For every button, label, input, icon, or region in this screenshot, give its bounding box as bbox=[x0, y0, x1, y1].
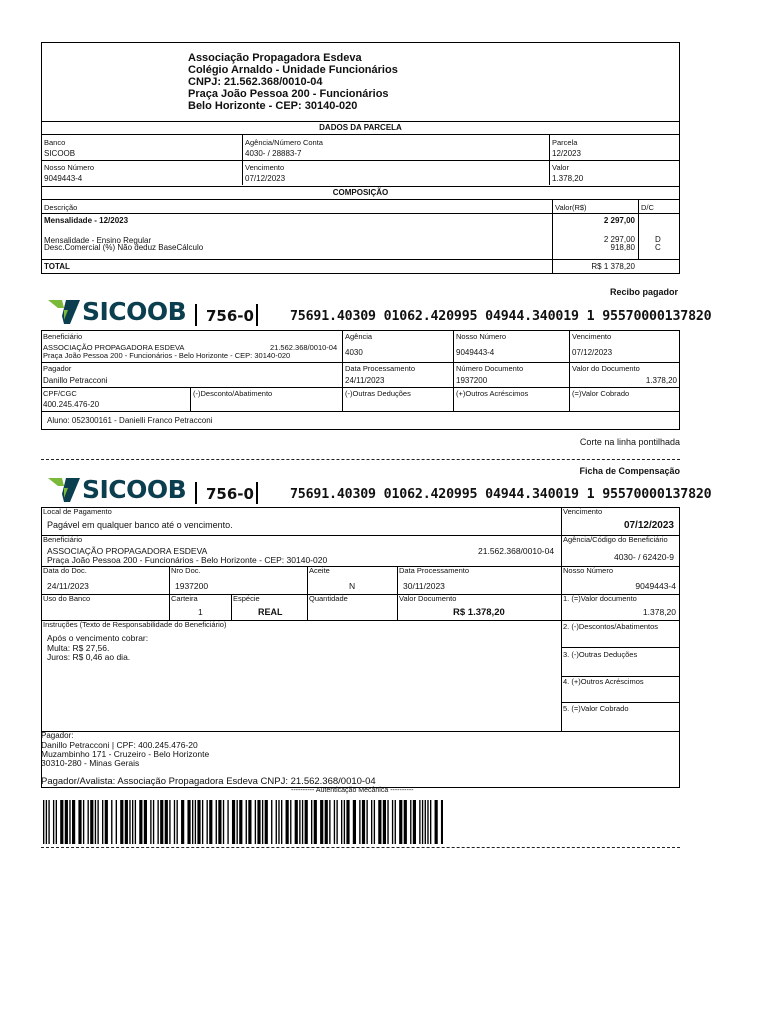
barcode-bar bbox=[227, 800, 228, 844]
barcode-bar bbox=[207, 800, 208, 844]
banco-value: SICOOB bbox=[44, 149, 76, 158]
barcode-bar bbox=[302, 800, 303, 844]
outros-acrescimos-label: 4. (+)Outros Acréscimos bbox=[563, 677, 644, 686]
barcode-bar bbox=[276, 800, 277, 844]
nro-doc: 1937200 bbox=[175, 581, 209, 591]
agencia-conta-label: Agência/Número Conta bbox=[245, 138, 323, 147]
vencimento-value: 07/12/2023 bbox=[245, 174, 286, 183]
composicao-item-value: 2 297,00 bbox=[603, 235, 635, 244]
barcode-bar bbox=[65, 800, 68, 844]
barcode-bar bbox=[48, 800, 49, 844]
ficha-dataproc-label: Data Processamento bbox=[399, 566, 470, 575]
barcode-bar bbox=[53, 800, 54, 844]
valor-label: Valor bbox=[552, 163, 569, 172]
valor-documento-label: Valor Documento bbox=[399, 594, 457, 603]
recibo-cpf: 400.245.476-20 bbox=[43, 400, 100, 409]
local-pagamento-label: Local de Pagamento bbox=[43, 507, 112, 516]
barcode-bar bbox=[271, 800, 272, 844]
barcode-bar bbox=[72, 800, 75, 844]
recibo-aluno: Aluno: 052300161 - Danielli Franco Petracconi bbox=[47, 416, 213, 425]
instrucoes-line: Juros: R$ 0,46 ao dia. bbox=[47, 652, 131, 662]
sicoob-wordmark: SICOOB bbox=[82, 475, 187, 504]
composicao-item-desc: Mensalidade - Ensino Regular bbox=[44, 236, 152, 245]
barcode-bar bbox=[334, 800, 335, 844]
barcode-bar bbox=[344, 800, 345, 844]
barcode-bar bbox=[150, 800, 151, 844]
barcode-bar bbox=[325, 800, 328, 844]
barcode-bar bbox=[399, 800, 402, 844]
sicoob-logo bbox=[48, 476, 188, 504]
ficha-title: Ficha de Compensação bbox=[579, 466, 680, 476]
ficha-pagador-line: 30310-280 - Minas Gerais bbox=[41, 758, 140, 768]
barcode-bar bbox=[46, 800, 47, 844]
recibo-venc: 07/12/2023 bbox=[572, 348, 613, 357]
aceite-label: Aceite bbox=[309, 566, 330, 575]
pagador-avalista: Pagador/Avalista: Associação Propagadora Esdeva CNPJ: 21.562.368/0010-04 bbox=[41, 776, 376, 787]
barcode-bar bbox=[105, 800, 108, 844]
descontos-label: 2. (-)Descontos/Abatimentos bbox=[563, 622, 659, 631]
barcode-bar bbox=[419, 800, 420, 844]
recibo-beneficiario: ASSOCIAÇÃO PROPAGADORA ESDEVA bbox=[43, 343, 185, 352]
autenticacao-mecanica: ---------- Autenticação Mecânica ---------- bbox=[291, 787, 414, 794]
barcode-bar bbox=[383, 800, 386, 844]
composicao-item-dc: D bbox=[655, 235, 661, 244]
valor-value: 1.378,20 bbox=[552, 174, 584, 183]
barcode-bar bbox=[248, 800, 251, 844]
barcode-bar bbox=[366, 800, 367, 844]
barcode-bar bbox=[232, 800, 235, 844]
composicao-title: COMPOSIÇÃO bbox=[41, 186, 680, 200]
recibo-cpf-label: CPF/CGC bbox=[43, 389, 77, 398]
barcode-bar bbox=[125, 800, 128, 844]
data-doc: 24/11/2023 bbox=[47, 581, 89, 591]
ficha-beneficiario-label: Beneficiário bbox=[43, 535, 83, 544]
barcode-bar bbox=[239, 800, 242, 844]
barcode-bar bbox=[218, 800, 221, 844]
valor-rs-label: Valor(R$) bbox=[555, 203, 587, 212]
instrucoes-line: Multa: R$ 27,56. bbox=[47, 643, 110, 653]
valor-documento-1: 1.378,20 bbox=[642, 607, 676, 617]
agencia-codigo: 4030- / 62420-9 bbox=[613, 552, 674, 562]
dc-label: D/C bbox=[641, 203, 654, 212]
barcode-bar bbox=[425, 800, 426, 844]
uso-banco-label: Uso do Banco bbox=[43, 594, 91, 603]
nro-doc-label: Nro Doc. bbox=[171, 566, 201, 575]
sicoob-symbol-icon bbox=[48, 298, 80, 326]
barcode-bar bbox=[257, 800, 260, 844]
barcode-bar bbox=[395, 800, 396, 844]
parcela-label: Parcela bbox=[552, 138, 578, 147]
barcode-bar bbox=[88, 800, 89, 844]
sicoob-wordmark: SICOOB bbox=[82, 297, 187, 326]
barcode-bar bbox=[371, 800, 372, 844]
barcode-bar bbox=[169, 800, 170, 844]
barcode-bar bbox=[135, 800, 136, 844]
bank-code: 756-0 bbox=[206, 485, 254, 503]
barcode-bar bbox=[56, 800, 57, 844]
barcode-bar bbox=[278, 800, 279, 844]
barcode-bar bbox=[341, 800, 342, 844]
recibo-numdoc-label: Número Documento bbox=[456, 364, 524, 373]
corte-instruction: Corte na linha pontilhada bbox=[579, 437, 680, 447]
cut-line bbox=[41, 459, 680, 460]
barcode-bar bbox=[410, 800, 411, 844]
recibo-desconto-label: (-)Desconto/Abatimento bbox=[193, 389, 273, 398]
barcode-bar bbox=[392, 800, 393, 844]
valor-cobrado-label: 5. (=)Valor Cobrado bbox=[563, 704, 629, 713]
barcode-bar bbox=[374, 800, 375, 844]
ficha-dataproc: 30/11/2023 bbox=[403, 581, 445, 591]
org-city: Belo Horizonte - CEP: 30140-020 bbox=[188, 100, 358, 112]
barcode-bar bbox=[262, 800, 263, 844]
barcode-bar bbox=[181, 800, 184, 844]
ficha-venc-label: Vencimento bbox=[563, 507, 603, 516]
recibo-valordoc: 1.378,20 bbox=[645, 376, 677, 385]
barcode-bar bbox=[160, 800, 163, 844]
recibo-pagador-label: Pagador bbox=[43, 364, 72, 373]
recibo-dataproc: 24/11/2023 bbox=[345, 376, 385, 385]
nosso-numero-value: 9049443-4 bbox=[44, 174, 83, 183]
parcela-title: DADOS DA PARCELA bbox=[41, 121, 680, 135]
barcode-bar bbox=[237, 800, 238, 844]
ficha-beneficiario-cnpj: 21.562.368/0010-04 bbox=[478, 546, 555, 556]
recibo-nosso: 9049443-4 bbox=[456, 348, 495, 357]
ficha-pagador-label: Pagador: bbox=[41, 731, 74, 740]
ficha-pagador-line: Muzambinho 171 - Cruzeiro - Belo Horizonte bbox=[41, 749, 210, 759]
local-pagamento: Pagável em qualquer banco até o vencimento. bbox=[47, 520, 233, 530]
barcode-bar bbox=[192, 800, 193, 844]
recibo-title: Recibo pagador bbox=[609, 287, 678, 297]
sicoob-logo bbox=[48, 298, 188, 326]
barcode-bar bbox=[95, 800, 96, 844]
barcode bbox=[43, 800, 443, 844]
barcode-bar bbox=[246, 800, 247, 844]
barcode-bar bbox=[83, 800, 84, 844]
barcode-bar bbox=[97, 800, 98, 844]
instrucoes-label: Instruções (Texto de Responsabilidade do Beneficiário) bbox=[43, 620, 227, 629]
ficha-beneficiario: ASSOCIAÇÃO PROPAGADORA ESDEVA bbox=[47, 546, 208, 556]
barcode-bar bbox=[430, 800, 431, 844]
ficha-nosso-label: Nosso Número bbox=[563, 566, 614, 575]
barcode-bar bbox=[157, 800, 158, 844]
linha-digitavel: 75691.40309 01062.420995 04944.340019 1 95570000137820 bbox=[290, 309, 712, 324]
descricao-label: Descrição bbox=[44, 203, 78, 212]
especie-label: Espécie bbox=[233, 594, 260, 603]
bank-code: 756-0 bbox=[206, 307, 254, 325]
barcode-bar bbox=[265, 800, 268, 844]
recibo-numdoc: 1937200 bbox=[456, 376, 488, 385]
recibo-pagador: Danillo Petracconi bbox=[43, 376, 108, 385]
barcode-bar bbox=[116, 800, 117, 844]
barcode-bar bbox=[139, 800, 142, 844]
recibo-valordoc-label: Valor do Documento bbox=[572, 364, 640, 373]
recibo-venc-label: Vencimento bbox=[572, 332, 612, 341]
barcode-bar bbox=[413, 800, 416, 844]
barcode-bar bbox=[102, 800, 103, 844]
recibo-acrescimos-label: (+)Outros Acréscimos bbox=[456, 389, 529, 398]
barcode-bar bbox=[295, 800, 298, 844]
barcode-bar bbox=[129, 800, 130, 844]
barcode-bar bbox=[336, 800, 337, 844]
sicoob-symbol-icon bbox=[48, 476, 80, 504]
recibo-dataproc-label: Data Processamento bbox=[345, 364, 416, 373]
banco-label: Banco bbox=[44, 138, 66, 147]
barcode-bar bbox=[404, 800, 407, 844]
barcode-bar bbox=[202, 800, 203, 844]
barcode-bar bbox=[427, 800, 428, 844]
barcode-bar bbox=[441, 800, 443, 844]
barcode-bar bbox=[311, 800, 312, 844]
composicao-item-desc: Desc.Comercial (%) Não deduz BaseCálculo bbox=[44, 243, 204, 252]
barcode-bar bbox=[255, 800, 256, 844]
barcode-bar bbox=[359, 800, 360, 844]
barcode-bar bbox=[144, 800, 147, 844]
recibo-agencia-label: Agência bbox=[345, 332, 373, 341]
composicao-item-value: 918,80 bbox=[610, 243, 635, 252]
barcode-bar bbox=[314, 800, 317, 844]
barcode-bar bbox=[286, 800, 289, 844]
composicao-group-value: 2 297,00 bbox=[603, 216, 635, 225]
recibo-beneficiario-label: Beneficiário bbox=[43, 332, 83, 341]
barcode-bar bbox=[60, 800, 63, 844]
ficha-venc: 07/12/2023 bbox=[623, 520, 674, 531]
barcode-bar bbox=[69, 800, 70, 844]
barcode-bar bbox=[90, 800, 93, 844]
barcode-bar bbox=[223, 800, 224, 844]
recibo-beneficiario-endereco: Praça João Pessoa 200 - Funcionários - Belo Horizonte - CEP: 30140-020 bbox=[43, 351, 291, 360]
org-cnpj: CNPJ: 21.562.368/0010-04 bbox=[188, 76, 323, 88]
instrucoes-line: Após o vencimento cobrar: bbox=[47, 633, 149, 643]
ficha-pagador-line: Danillo Petracconi | CPF: 400.245.476-20 bbox=[41, 740, 198, 750]
parcela-value: 12/2023 bbox=[552, 149, 581, 158]
composicao-group: Mensalidade - 12/2023 bbox=[44, 216, 129, 225]
org-name: Associação Propagadora Esdeva bbox=[188, 52, 362, 64]
barcode-bar bbox=[177, 800, 178, 844]
barcode-bar bbox=[299, 800, 300, 844]
barcode-bar bbox=[174, 800, 175, 844]
especie: REAL bbox=[258, 607, 283, 617]
total-value: R$ 1 378,20 bbox=[591, 262, 635, 271]
barcode-bar bbox=[435, 800, 438, 844]
recibo-agencia: 4030 bbox=[345, 348, 363, 357]
barcode-bar bbox=[320, 800, 323, 844]
barcode-bar bbox=[153, 800, 154, 844]
recibo-cobrado-label: (=)Valor Cobrado bbox=[572, 389, 630, 398]
cut-line bbox=[41, 847, 680, 848]
org-address: Praça João Pessoa 200 - Funcionários bbox=[188, 88, 389, 100]
composicao-item-dc: C bbox=[655, 243, 661, 252]
outras-deducoes-label: 3. (-)Outras Deduções bbox=[563, 650, 638, 659]
barcode-bar bbox=[353, 800, 356, 844]
barcode-bar bbox=[187, 800, 190, 844]
agencia-codigo-label: Agência/Código do Beneficiário bbox=[563, 535, 668, 544]
barcode-bar bbox=[132, 800, 133, 844]
barcode-bar bbox=[209, 800, 212, 844]
recibo-beneficiario-cnpj: 21.562.368/0010-04 bbox=[270, 343, 338, 352]
barcode-bar bbox=[290, 800, 291, 844]
vencimento-label: Vencimento bbox=[245, 163, 285, 172]
recibo-deducoes-label: (-)Outras Deduções bbox=[345, 389, 411, 398]
barcode-bar bbox=[197, 800, 200, 844]
carteira: 1 bbox=[198, 607, 203, 617]
barcode-bar bbox=[281, 800, 282, 844]
quantidade-label: Quantidade bbox=[309, 594, 348, 603]
linha-digitavel: 75691.40309 01062.420995 04944.340019 1 95570000137820 bbox=[290, 487, 712, 502]
barcode-bar bbox=[120, 800, 123, 844]
barcode-bar bbox=[305, 800, 308, 844]
barcode-bar bbox=[378, 800, 381, 844]
barcode-bar bbox=[422, 800, 423, 844]
barcode-bar bbox=[329, 800, 330, 844]
barcode-bar bbox=[165, 800, 168, 844]
barcode-bar bbox=[346, 800, 349, 844]
valor-documento-1-label: 1. (=)Valor documento bbox=[563, 594, 637, 603]
barcode-bar bbox=[43, 800, 44, 844]
total-label: TOTAL bbox=[44, 262, 70, 271]
carteira-label: Carteira bbox=[171, 594, 198, 603]
aceite: N bbox=[349, 581, 356, 591]
data-doc-label: Data do Doc. bbox=[43, 566, 87, 575]
barcode-bar bbox=[387, 800, 388, 844]
barcode-bar bbox=[362, 800, 365, 844]
agencia-conta-value: 4030- / 28883-7 bbox=[245, 149, 302, 158]
ficha-nosso: 9049443-4 bbox=[635, 581, 676, 591]
barcode-bar bbox=[111, 800, 112, 844]
barcode-bar bbox=[78, 800, 81, 844]
recibo-nosso-label: Nosso Número bbox=[456, 332, 507, 341]
ficha-beneficiario-endereco: Praça João Pessoa 200 - Funcionários - Belo Horizonte - CEP: 30140-020 bbox=[47, 555, 328, 565]
nosso-numero-label: Nosso Número bbox=[44, 163, 95, 172]
valor-documento: R$ 1.378,20 bbox=[453, 607, 505, 618]
barcode-bar bbox=[195, 800, 196, 844]
org-unit: Colégio Arnaldo - Unidade Funcionários bbox=[188, 64, 398, 76]
barcode-bar bbox=[216, 800, 217, 844]
